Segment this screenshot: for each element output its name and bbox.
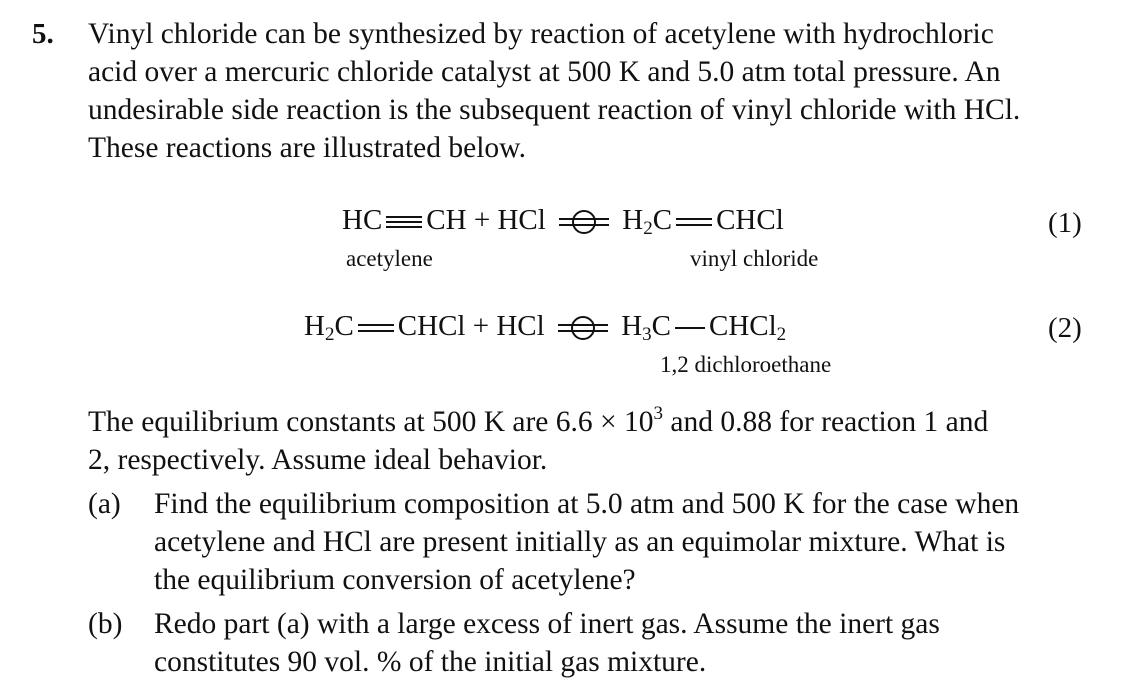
reaction-1-number: (1) xyxy=(1048,207,1082,239)
reaction-2-product-h: H xyxy=(621,310,643,342)
reaction-1-label-acetylene: acetylene xyxy=(346,246,433,271)
reaction-2-product-sub: 3 xyxy=(642,324,652,345)
double-bond-icon xyxy=(674,216,714,228)
reaction-1-reactant-a: HC xyxy=(342,204,383,236)
reaction-1-reactants-rest: CH + HCl xyxy=(426,204,546,236)
reaction-2-product-rest: CHCl xyxy=(708,310,777,342)
part-b-line-2: constitutes 90 vol. % of the initial gas mixture. xyxy=(154,646,707,678)
reaction-1-product-sub: 2 xyxy=(643,218,653,239)
reaction-2-reactant-c: C xyxy=(334,310,354,342)
reaction-2-reactants-rest: CHCl + HCl xyxy=(397,310,545,342)
reaction-2-equation xyxy=(304,310,786,343)
part-a-line-2: acetylene and HCl are present initially as an equimolar mixture. What is xyxy=(154,526,1006,558)
reaction-2-product-c: C xyxy=(651,310,671,342)
intro-line-1: Vinyl chloride can be synthesized by reaction of acetylene with hydrochloric xyxy=(88,18,994,50)
intro-line-2: acid over a mercuric chloride catalyst at 500 K and 5.0 atm total pressure. An xyxy=(88,56,1001,88)
reaction-1-equation xyxy=(342,204,784,237)
reaction-2-product-right-sub: 2 xyxy=(776,324,787,345)
constants-exponent: 3 xyxy=(653,403,664,424)
single-bond-icon xyxy=(673,323,707,333)
triple-bond-icon xyxy=(384,215,424,229)
intro-line-3: undesirable side reaction is the subsequent reaction of vinyl chloride with HCl. xyxy=(88,94,1021,126)
constants-line-1 xyxy=(88,403,989,439)
reaction-1-label-vinyl-chloride: vinyl chloride xyxy=(690,246,819,271)
part-b-line-1: Redo part (a) with a large excess of inert gas. Assume the inert gas xyxy=(154,608,940,640)
equilibrium-arrow-icon xyxy=(556,315,610,341)
part-a-line-1: Find the equilibrium composition at 5.0 atm and 500 K for the case when xyxy=(154,488,1020,520)
part-a-line-3: the equilibrium conversion of acetylene? xyxy=(154,564,636,596)
part-b-label: (b) xyxy=(88,608,123,640)
reaction-1-product-h: H xyxy=(622,204,644,236)
reaction-1-product-c: C xyxy=(652,204,673,236)
reaction-2-reactant-sub: 2 xyxy=(324,324,335,345)
reaction-2-reactant-h: H xyxy=(304,310,325,342)
part-a-label: (a) xyxy=(88,488,121,520)
constants-text-b: and 0.88 for reaction 1 and xyxy=(663,406,989,438)
reaction-2-label-dichloroethane: 1,2 dichloroethane xyxy=(660,352,832,377)
reaction-2-number: (2) xyxy=(1048,312,1082,344)
equilibrium-arrow-icon xyxy=(557,209,611,235)
reaction-1-product-rest: CHCl xyxy=(716,204,784,236)
constants-text-a: The equilibrium constants at 500 K are 6.6 × 10 xyxy=(88,406,654,438)
intro-line-4: These reactions are illustrated below. xyxy=(88,132,526,164)
constants-line-2: 2, respectively. Assume ideal behavior. xyxy=(88,444,548,476)
problem-number: 5. xyxy=(32,18,54,50)
double-bond-icon xyxy=(356,322,396,334)
